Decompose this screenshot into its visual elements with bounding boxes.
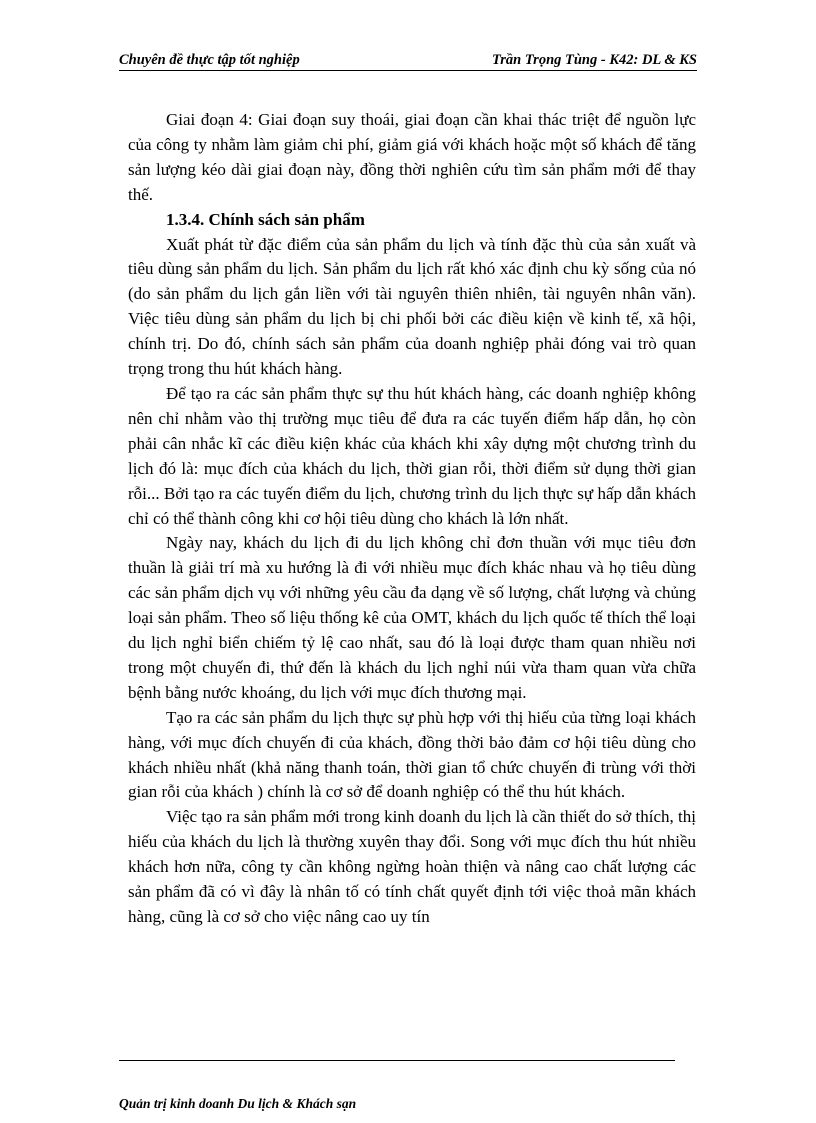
paragraph-suitable-products: Tạo ra các sản phẩm du lịch thực sự phù hợp với thị hiếu của từng loại khách hàng, với mục đích chuyến đi của khách, đồng thời bảo đảm cơ hội tiêu dùng cho khách nhiều nhất (khả năng thanh toán, thời gian tổ chức chuyến đi trùng với thời gian rỗi của khách ) chính là cơ sở để doanh nghiệp có thể thu hút khách. bbox=[128, 707, 696, 802]
section-heading: 1.3.4. Chính sách sản phẩm bbox=[166, 209, 365, 229]
paragraph-origin: Xuất phát từ đặc điểm của sản phẩm du lịch và tính đặc thù của sản xuất và tiêu dùng sản phẩm du lịch. Sản phẩm du lịch rất khó xác định chu kỳ sống của nó (do sản phẩm du lịch gắn liền với tài nguyên thiên nhiên, tài nguyên nhân văn). Việc tiêu dùng sản phẩm du lịch bị chi phối bởi các điều kiện về kinh tế, xã hội, chính trị. Do đó, chính sách sản phẩm của doanh nghiệp phải đóng vai trò quan trọng trong thu hút khách hàng. bbox=[128, 234, 696, 379]
paragraph-stage-4: Giai đoạn 4: Giai đoạn suy thoái, giai đoạn cần khai thác triệt để nguồn lực của công ty nhằm làm giảm chi phí, giảm giá với khách hoặc một số khách để tăng sản lượng kéo dài giai đoạn này, đồng thời nghiên cứu tìm sản phẩm mới để thay thế. bbox=[128, 110, 696, 204]
header-left-text: Chuyên đề thực tập tốt nghiệp bbox=[119, 52, 300, 68]
page-header bbox=[119, 52, 697, 71]
page-body bbox=[128, 108, 696, 930]
paragraph-trends: Ngày nay, khách du lịch đi du lịch không chỉ đơn thuần với mục tiêu đơn thuần là giải trí mà xu hướng là đi với nhiều mục đích khác nhau và họ tiêu dùng các sản phẩm dịch vụ với những yêu cầu đa dạng về số lượng, chất lượng và chủng loại sản phẩm. Theo số liệu thống kê của OMT, khách du lịch quốc tế thích thể loại du lịch nghỉ biển chiếm tỷ lệ cao nhất, sau đó là loại được tham quan nhiều nơi trong một chuyến đi, thứ đến là khách du lịch nghỉ núi vừa tham quan vừa chữa bệnh bằng nước khoáng, du lịch với mục đích thương mại. bbox=[128, 533, 696, 702]
paragraph-new-products: Việc tạo ra sản phẩm mới trong kinh doanh du lịch là cần thiết do sở thích, thị hiếu của khách du lịch là thường xuyên thay đổi. Song với mục đích thu hút nhiều khách hơn nữa, công ty cần không ngừng hoàn thiện và nâng cao chất lượng các sản phẩm đã có vì đây là nhân tố có tính chất quyết định tới việc thoả mãn khách hàng, cũng là cơ sở cho việc nâng cao uy tín bbox=[128, 807, 696, 926]
paragraph-attract-customers: Để tạo ra các sản phẩm thực sự thu hút khách hàng, các doanh nghiệp không nên chỉ nhằm vào thị trường mục tiêu để đưa ra các tuyến điểm hấp dẫn, họ còn phải cân nhắc kĩ các điều kiện khác của khách khi xây dựng một chương trình du lịch đó là: mục đích của khách du lịch, thời gian rỗi, thời điểm sử dụng thời gian rỗi... Bởi tạo ra các tuyến điểm du lịch, chương trình du lịch thực sự hấp dẫn khách chỉ có thể thành công khi cơ hội tiêu dùng cho khách là lớn nhất. bbox=[128, 383, 696, 528]
footer-divider bbox=[119, 1060, 675, 1061]
header-right-text: Trần Trọng Tùng - K42: DL & KS bbox=[491, 52, 697, 68]
page-footer: Quản trị kinh doanh Du lịch & Khách sạn bbox=[119, 1096, 357, 1111]
